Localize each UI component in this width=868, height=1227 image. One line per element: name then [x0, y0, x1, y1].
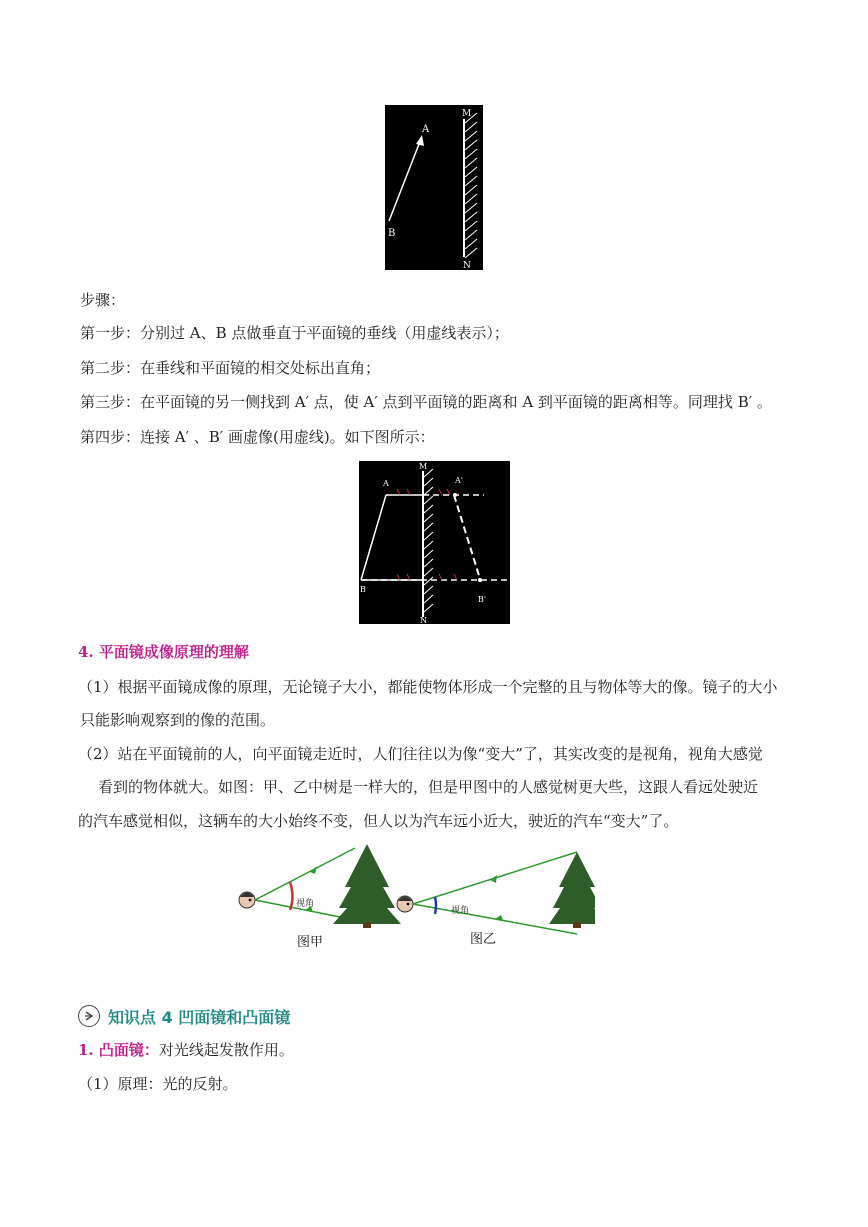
principle-p2-line3: 的汽车感觉相似，这辆车的大小始终不变，但人以为汽车远小近大，驶近的汽车“变大”了。: [78, 812, 679, 830]
label-n: N: [463, 261, 471, 270]
step-1: 第一步：分别过 A、B 点做垂直于平面镜的垂线（用虚线表示）；: [80, 324, 509, 342]
principle-p1-line2: 只能影响观察到的像的范围。: [80, 711, 276, 729]
section-4-header: [78, 1003, 290, 1029]
caption-yi: 图乙: [470, 932, 497, 947]
label-a-prime: A': [455, 476, 463, 485]
step-3: 第三步：在平面镜的另一侧找到 A′ 点，使 A′ 点到平面镜的距离和 A 到平面镜的距离相等。同理找 B′ 。: [80, 393, 772, 411]
label-a: A: [383, 479, 389, 488]
label-a: A: [422, 124, 430, 135]
section-4-title: 知识点 4 凹面镜和凸面镜: [108, 1007, 291, 1027]
principle-p1-line1: （1）根据平面镜成像的原理，无论镜子大小，都能使物体形成一个完整的且与物体等大的像。镜子的大小: [78, 678, 778, 696]
convex-line: [78, 1040, 294, 1060]
label-m: M: [462, 109, 472, 119]
label-b: B: [360, 585, 366, 594]
label-b: B: [388, 228, 396, 239]
principle-heading: 4. 平面镜成像原理的理解: [78, 643, 249, 661]
convex-principle: （1）原理：光的反射。: [78, 1075, 238, 1093]
figure-mirror-object: [385, 105, 483, 270]
step-4: 第四步：连接 A′ 、B′ 画虚像(用虚线)。如下图所示：: [80, 428, 435, 446]
caption-jia: 图甲: [297, 935, 324, 950]
convex-desc: 对光线起发散作用。: [158, 1041, 294, 1059]
convex-label: 1. 凸面镜：: [78, 1041, 159, 1059]
label-n: N: [420, 616, 427, 624]
figure-viewing-angle: [235, 842, 595, 950]
angle-label-jia: 视角: [296, 899, 315, 909]
arrow-circle-icon: [78, 1005, 100, 1027]
principle-p2-line1: （2）站在平面镜前的人，向平面镜走近时，人们往往以为像“变大”了，其实改变的是视角，视角大感觉: [78, 745, 763, 763]
label-b-prime: B': [478, 595, 487, 604]
angle-label-yi: 视角: [451, 906, 470, 916]
principle-p2-line2: 看到的物体就大。如图：甲、乙中树是一样大的，但是甲图中的人感觉树更大些，这跟人看远处驶近: [98, 778, 759, 796]
step-2: 第二步：在垂线和平面镜的相交处标出直角；: [80, 359, 381, 377]
label-m: M: [419, 462, 428, 471]
diagram-yi: [397, 852, 595, 934]
steps-title: 步骤：: [80, 291, 126, 309]
figure-mirror-image: [359, 461, 510, 624]
diagram-jia: [239, 844, 401, 928]
